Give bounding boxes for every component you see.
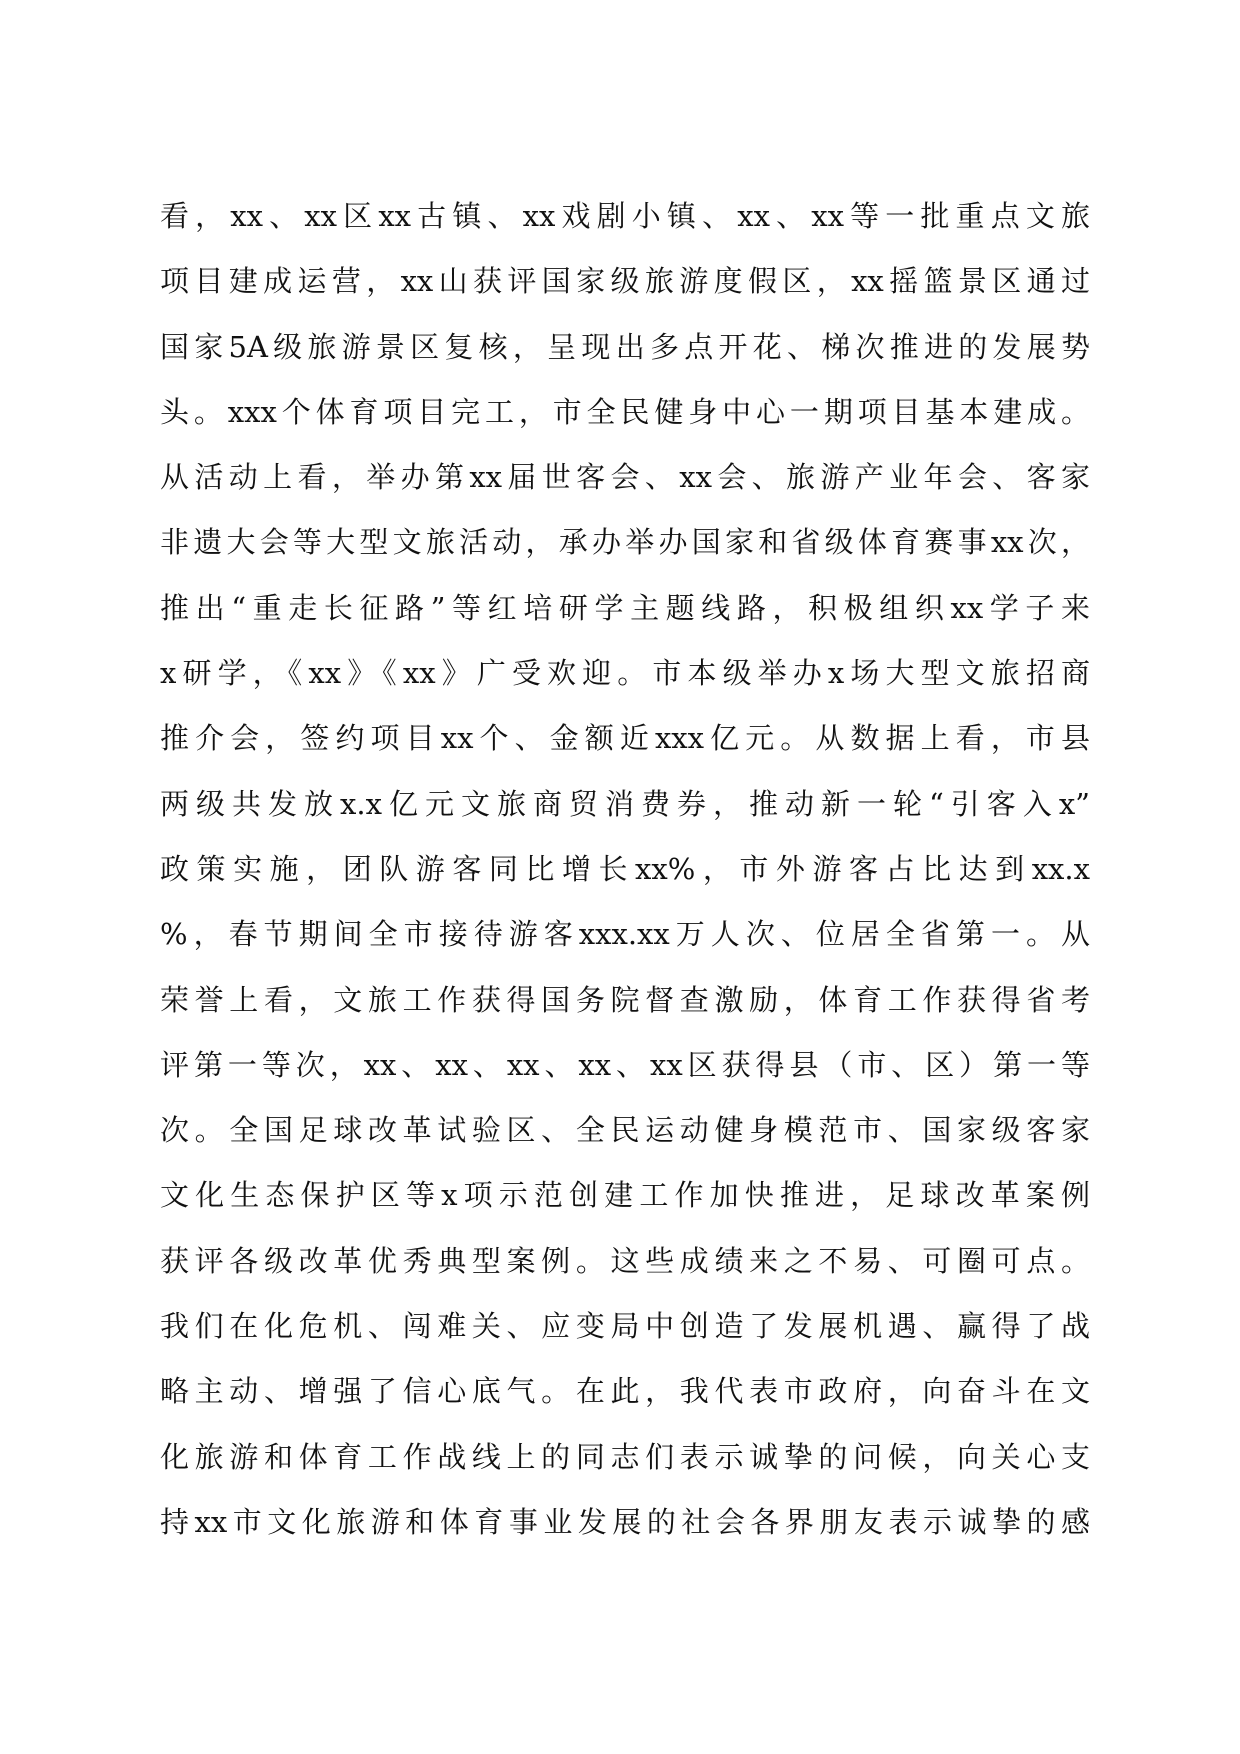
text-line: x研学，《xx》《xx》广受欢迎。市本级举办x场大型文旅招商: [160, 656, 1090, 691]
text-line: 次。全国足球改革试验区、全民运动健身模范市、国家级客家: [160, 1113, 1090, 1148]
text-line: 略主动、增强了信心底气。在此，我代表市政府，向奋斗在文: [160, 1374, 1090, 1409]
text-line: 获评各级改革优秀典型案例。这些成绩来之不易、可圈可点。: [160, 1243, 1090, 1278]
text-line: 持xx市文化旅游和体育事业发展的社会各界朋友表示诚挚的感: [160, 1504, 1090, 1539]
text-line: 评第一等次，xx、xx、xx、xx、xx区获得县（市、区）第一等: [160, 1047, 1090, 1082]
text-line: 我们在化危机、闯难关、应变局中创造了发展机遇、赢得了战: [160, 1309, 1090, 1344]
text-line: 非遗大会等大型文旅活动，承办举办国家和省级体育赛事xx次，: [160, 525, 1090, 560]
text-line: %，春节期间全市接待游客xxx.xx万人次、位居全省第一。从: [160, 917, 1090, 952]
text-line: 国家5A级旅游景区复核，呈现出多点开花、梯次推进的发展势: [160, 329, 1090, 364]
text-line: 头。xxx个体育项目完工，市全民健身中心一期项目基本建成。: [160, 394, 1090, 429]
body-text: [160, 184, 1090, 1555]
text-line: 化旅游和体育工作战线上的同志们表示诚挚的问候，向关心支: [160, 1439, 1090, 1474]
text-line: 荣誉上看，文旅工作获得国务院督查激励，体育工作获得省考: [160, 982, 1090, 1017]
text-line: 推介会，签约项目xx个、金额近xxx亿元。从数据上看，市县: [160, 721, 1090, 756]
text-line: 文化生态保护区等x项示范创建工作加快推进，足球改革案例: [160, 1178, 1090, 1213]
text-line: 推出“重走长征路”等红培研学主题线路，积极组织xx学子来: [160, 590, 1090, 625]
text-line: 从活动上看，举办第xx届世客会、xx会、旅游产业年会、客家: [160, 460, 1090, 495]
text-line: 看，xx、xx区xx古镇、xx戏剧小镇、xx、xx等一批重点文旅: [160, 199, 1090, 233]
text-line: 项目建成运营，xx山获评国家级旅游度假区，xx摇篮景区通过: [160, 264, 1090, 299]
text-line: 政策实施，团队游客同比增长xx%，市外游客占比达到xx.x: [160, 851, 1090, 886]
text-line: 两级共发放x.x亿元文旅商贸消费券，推动新一轮“引客入x”: [160, 786, 1090, 821]
